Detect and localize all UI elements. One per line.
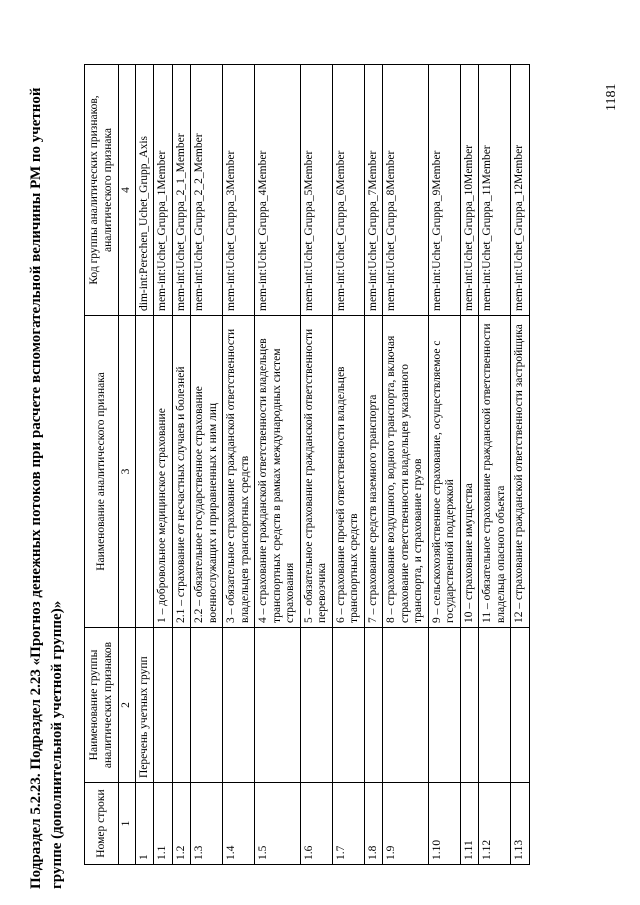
table-row — [154, 65, 173, 865]
attribute-name-cell: 4 – страхование гражданской ответственности владельцев транспортных средств в рамках международных систем страхования — [255, 316, 301, 628]
attribute-code-cell: mem-int:Uchet_Gruppa_12Member — [511, 65, 530, 316]
group-name-cell: Перечень учетных групп — [135, 628, 154, 783]
section-title: Подраздел 5.2.23. Подраздел 2.23 «Прогноз денежных потоков при расчете вспомогательной величины РМ по учетной группе (дополнительной учетной группе)» — [28, 87, 65, 889]
attribute-name-cell: 2.2 – обязательное государственное страхование военнослужащих и приравненных к ним лиц — [191, 316, 223, 628]
attribute-code-cell: dim-int:Perechen_Uchet_Grupp_Axis — [135, 65, 154, 316]
table-row — [191, 65, 223, 865]
attribute-code-cell: mem-int:Uchet_Gruppa_7Member — [364, 65, 383, 316]
attribute-code-cell: mem-int:Uchet_Gruppa_4Member — [255, 65, 301, 316]
attribute-code-cell: mem-int:Uchet_Gruppa_1Member — [154, 65, 173, 316]
row-number-cell: 1.5 — [255, 783, 301, 865]
group-name-cell — [255, 628, 301, 783]
column-number: 4 — [119, 65, 136, 316]
header-row — [85, 65, 119, 865]
row-number-cell: 1.8 — [364, 783, 383, 865]
column-number: 2 — [119, 628, 136, 783]
attribute-name-cell: 8 – страхование воздушного, водного транспорта, включая страхование ответственности владельцев указанного транспорта, и страхование грузов — [383, 316, 429, 628]
col-header-row-number: Номер строки — [85, 783, 119, 865]
attribute-code-cell: mem-int:Uchet_Gruppa_6Member — [332, 65, 364, 316]
attribute-name-cell: 5 – обязательное страхование гражданской ответственности перевозчика — [300, 316, 332, 628]
attribute-name-cell: 6 – страхование прочей ответственности владельцев транспортных средств — [332, 316, 364, 628]
row-number-cell: 1.4 — [223, 783, 255, 865]
group-name-cell — [191, 628, 223, 783]
column-number: 1 — [119, 783, 136, 865]
table-row — [223, 65, 255, 865]
row-number-cell: 1.7 — [332, 783, 364, 865]
attribute-name-cell: 10 – страхование имущества — [460, 316, 479, 628]
row-number-cell: 1.11 — [460, 783, 479, 865]
table-row — [135, 65, 154, 865]
group-name-cell — [383, 628, 429, 783]
attribute-code-cell: mem-int:Uchet_Gruppa_2_2_Member — [191, 65, 223, 316]
analytics-table — [84, 64, 530, 865]
row-number-cell: 1.3 — [191, 783, 223, 865]
column-number-row — [119, 65, 136, 865]
group-name-cell — [511, 628, 530, 783]
attribute-code-cell: mem-int:Uchet_Gruppa_11Member — [479, 65, 511, 316]
row-number-cell: 1 — [135, 783, 154, 865]
table-row — [383, 65, 429, 865]
col-header-attribute-name: Наименование аналитического признака — [85, 316, 119, 628]
group-name-cell — [332, 628, 364, 783]
group-name-cell — [364, 628, 383, 783]
table-row — [332, 65, 364, 865]
attribute-code-cell: mem-int:Uchet_Gruppa_9Member — [428, 65, 460, 316]
attribute-code-cell: mem-int:Uchet_Gruppa_3Member — [223, 65, 255, 316]
group-name-cell — [460, 628, 479, 783]
col-header-attribute-code: Код группы аналитических признаков, аналитического признака — [85, 65, 119, 316]
attribute-name-cell: 2.1 – страхование от несчастных случаев и болезней — [172, 316, 191, 628]
table-row — [428, 65, 460, 865]
attribute-name-cell: 3 – обязательное страхование гражданской ответственности владельцев транспортных средств — [223, 316, 255, 628]
page-number: 1181 — [604, 83, 619, 111]
attribute-name-cell: 1 – добровольное медицинское страхование — [154, 316, 173, 628]
attribute-name-cell: 7 – страхование средств наземного транспорта — [364, 316, 383, 628]
group-name-cell — [172, 628, 191, 783]
table-body — [135, 65, 529, 865]
attribute-code-cell: mem-int:Uchet_Gruppa_8Member — [383, 65, 429, 316]
attribute-name-cell — [135, 316, 154, 628]
table-row — [255, 65, 301, 865]
table-row — [511, 65, 530, 865]
row-number-cell: 1.6 — [300, 783, 332, 865]
attribute-code-cell: mem-int:Uchet_Gruppa_10Member — [460, 65, 479, 316]
row-number-cell: 1.1 — [154, 783, 173, 865]
group-name-cell — [154, 628, 173, 783]
attribute-name-cell: 12 – страхование гражданской ответственности застройщика — [511, 316, 530, 628]
table-row — [460, 65, 479, 865]
group-name-cell — [479, 628, 511, 783]
group-name-cell — [223, 628, 255, 783]
attribute-code-cell: mem-int:Uchet_Gruppa_5Member — [300, 65, 332, 316]
table-row — [364, 65, 383, 865]
row-number-cell: 1.9 — [383, 783, 429, 865]
table-row — [479, 65, 511, 865]
row-number-cell: 1.10 — [428, 783, 460, 865]
table-row — [300, 65, 332, 865]
row-number-cell: 1.13 — [511, 783, 530, 865]
attribute-name-cell: 9 – сельскохозяйственное страхование, осуществляемое с государственной поддержкой — [428, 316, 460, 628]
col-header-group-name: Наименование группы аналитических признаков — [85, 628, 119, 783]
row-number-cell: 1.2 — [172, 783, 191, 865]
group-name-cell — [300, 628, 332, 783]
group-name-cell — [428, 628, 460, 783]
row-number-cell: 1.12 — [479, 783, 511, 865]
column-number: 3 — [119, 316, 136, 628]
table-row — [172, 65, 191, 865]
attribute-name-cell: 11 – обязательное страхование гражданской ответственности владельца опасного объекта — [479, 316, 511, 628]
attribute-code-cell: mem-int:Uchet_Gruppa_2_1_Member — [172, 65, 191, 316]
